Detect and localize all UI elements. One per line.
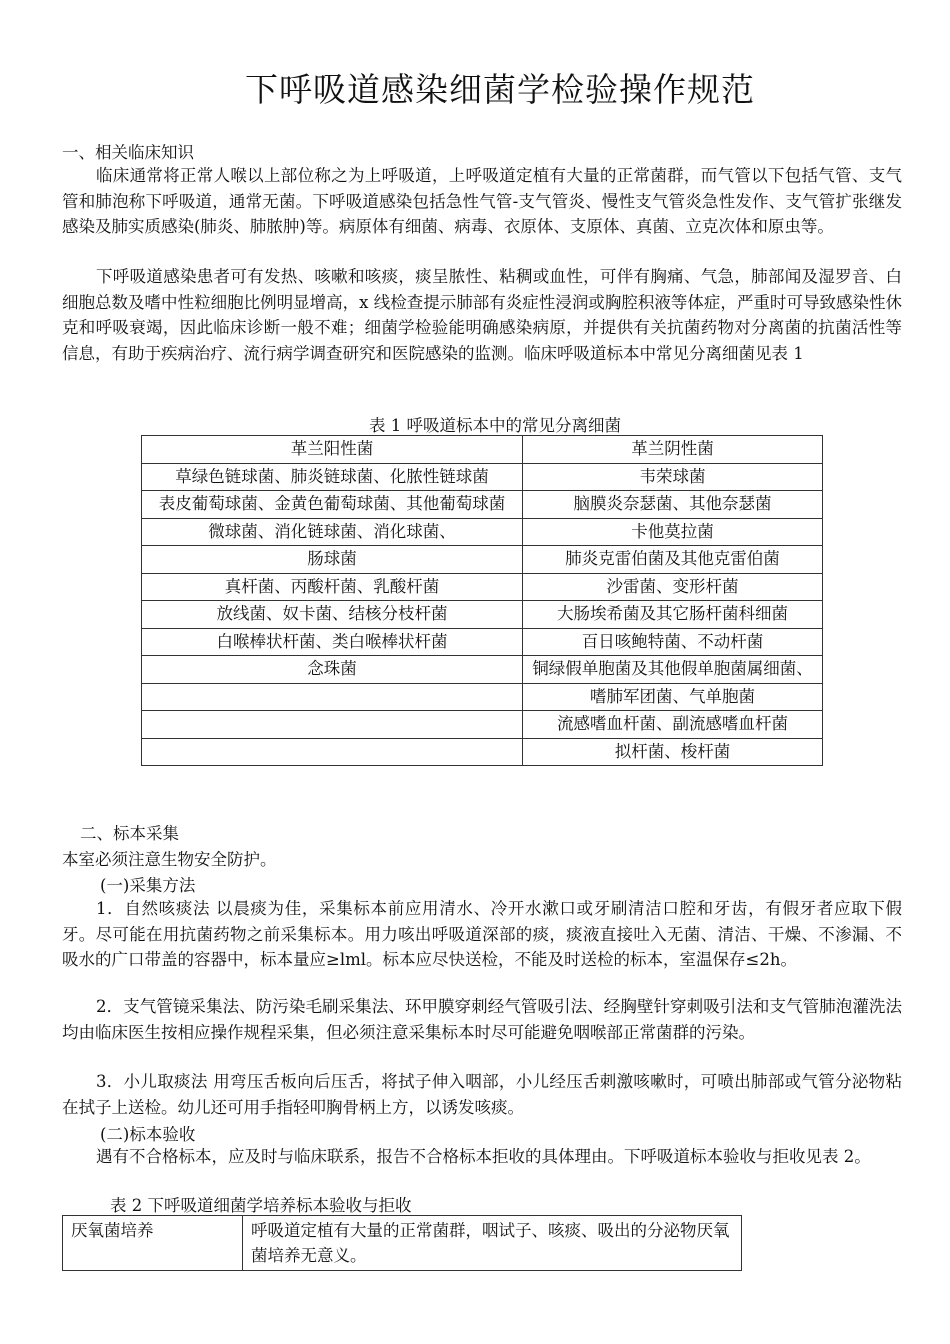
section-1-paragraph-2: 下呼吸道感染患者可有发热、咳嗽和咳痰，痰呈脓性、粘稠或血性，可伴有胸痛、气急，肺部闻及湿罗音、白细胞总数及嗜中性粒细胞比例明显增高，x 线检查提示肺部有炎症性浸润或胸腔积液等体症，严重时可导致感染性休克和呼吸衰竭，因此临床诊断一般不难；细菌学检验能明确感染病原，并提供有关抗菌药物对分离菌的抗菌活性等信息，有助于疾病治疗、流行病学调查研究和医院感染的监测。临床呼吸道标本中常见分离细菌见表 1 xyxy=(62,267,902,363)
table-cell xyxy=(142,683,523,711)
table-row xyxy=(63,1216,742,1271)
section-1-paragraph-1: 临床通常将正常人喉以上部位称之为上呼吸道，上呼吸道定植有大量的正常菌群，而气管以下包括气管、支气管和肺泡称下呼吸道，通常无菌。下呼吸道感染包括急性气管-支气管炎、慢性支气管炎急性发作、支气管扩张继发感染及肺实质感染(肺炎、肺脓肿)等。病原体有细菌、病毒、衣原体、支原体、真菌、立克次体和原虫等。 xyxy=(62,166,902,237)
method-2-paragraph: 2．支气管镜采集法、防污染毛刷采集法、环甲膜穿刺经气管吸引法、经胸壁针穿刺吸引法和支气管肺泡灌洗法均由临床医生按相应操作规程采集，但必须注意采集标本时尽可能避免咽喉部正常菌群的污染。 xyxy=(62,997,902,1042)
section-1-heading: 一、相关临床知识 xyxy=(62,143,194,162)
table-row xyxy=(142,656,823,684)
table-cell xyxy=(142,738,523,766)
table-1 xyxy=(141,435,823,766)
table-cell: 脑膜炎奈瑟菌、其他奈瑟菌 xyxy=(523,491,823,519)
table-cell: 念珠菌 xyxy=(142,656,523,684)
table-cell: 韦荣球菌 xyxy=(523,463,823,491)
table-cell: 沙雷菌、变形杆菌 xyxy=(523,573,823,601)
subsection-acceptance: (二)标本验收 xyxy=(100,1125,196,1144)
table-cell: 卡他莫拉菌 xyxy=(523,518,823,546)
table-1-header-cell: 革兰阳性菌 xyxy=(142,436,523,464)
table-cell: 大肠埃希菌及其它肠杆菌科细菌 xyxy=(523,601,823,629)
table-row xyxy=(142,683,823,711)
table-1-header-cell: 革兰阴性菌 xyxy=(523,436,823,464)
method-3-paragraph: 3．小儿取痰法 用弯压舌板向后压舌，将拭子伸入咽部，小儿经压舌刺激咳嗽时，可喷出肺部或气管分泌物粘在拭子上送检。幼儿还可用手指轻叩胸骨柄上方，以诱发咳痰。 xyxy=(62,1072,902,1117)
subsection-collection-methods: (一)采集方法 xyxy=(100,876,196,895)
table-cell: 流感嗜血杆菌、副流感嗜血杆菌 xyxy=(523,711,823,739)
acceptance-paragraph: 遇有不合格标本，应及时与临床联系，报告不合格标本拒收的具体理由。下呼吸道标本验收与拒收见表 2。 xyxy=(96,1147,871,1166)
table-cell: 放线菌、奴卡菌、结核分枝杆菌 xyxy=(142,601,523,629)
table-cell: 铜绿假单胞菌及其他假单胞菌属细菌、 xyxy=(523,656,823,684)
table-cell: 真杆菌、丙酸杆菌、乳酸杆菌 xyxy=(142,573,523,601)
table-row xyxy=(142,601,823,629)
table-cell: 肺炎克雷伯菌及其他克雷伯菌 xyxy=(523,546,823,574)
table-cell: 百日咳鲍特菌、不动杆菌 xyxy=(523,628,823,656)
table-row xyxy=(142,546,823,574)
table-row xyxy=(142,711,823,739)
method-1-paragraph: 1．自然咳痰法 以晨痰为佳，采集标本前应用清水、冷开水漱口或牙刷清洁口腔和牙齿，有假牙者应取下假牙。尽可能在用抗菌药物之前采集标本。用力咳出呼吸道深部的痰，痰液直接吐入无菌、清洁、干燥、不渗漏、不吸水的广口带盖的容器中，标本量应≥lml。标本应尽快送检，不能及时送检的标本，室温保存≤2h。 xyxy=(62,899,902,970)
table-cell: 白喉棒状杆菌、类白喉棒状杆菌 xyxy=(142,628,523,656)
table-row xyxy=(142,518,823,546)
table-row xyxy=(142,628,823,656)
table-cell: 草绿色链球菌、肺炎链球菌、化脓性链球菌 xyxy=(142,463,523,491)
table-cell: 呼吸道定植有大量的正常菌群，咽试子、咳痰、吸出的分泌物厌氧菌培养无意义。 xyxy=(243,1216,742,1271)
table-cell: 嗜肺军团菌、气单胞菌 xyxy=(523,683,823,711)
table-row xyxy=(142,491,823,519)
section-2-heading: 二、标本采集 xyxy=(80,824,179,843)
table-cell: 微球菌、消化链球菌、消化球菌、 xyxy=(142,518,523,546)
table-1-header-row xyxy=(142,436,823,464)
table-row xyxy=(142,463,823,491)
table-2-caption: 表 2 下呼吸道细菌学培养标本验收与拒收 xyxy=(110,1196,412,1215)
table-cell xyxy=(142,711,523,739)
table-cell: 厌氧菌培养 xyxy=(63,1216,243,1271)
table-row xyxy=(142,573,823,601)
table-cell: 肠球菌 xyxy=(142,546,523,574)
table-1-caption: 表 1 呼吸道标本中的常见分离细菌 xyxy=(369,416,621,435)
table-cell: 拟杆菌、梭杆菌 xyxy=(523,738,823,766)
table-2 xyxy=(62,1215,742,1271)
biosafety-note: 本室必须注意生物安全防护。 xyxy=(62,850,277,869)
document-title: 下呼吸道感染细菌学检验操作规范 xyxy=(245,70,755,109)
table-cell: 表皮葡萄球菌、金黄色葡萄球菌、其他葡萄球菌 xyxy=(142,491,523,519)
table-row xyxy=(142,738,823,766)
